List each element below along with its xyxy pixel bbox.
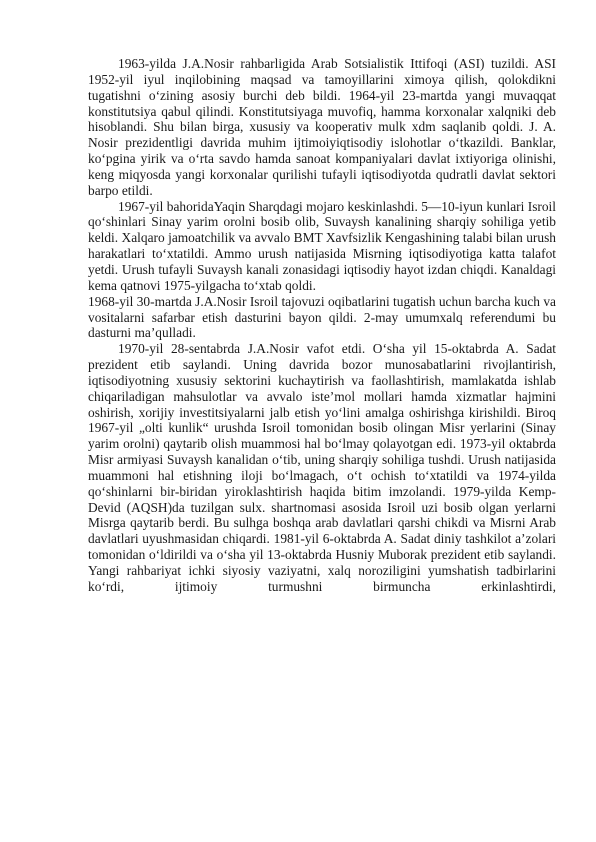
paragraph-1968-program: 1968-yil 30-martda J.A.Nosir Isroil tajovuzi oqibatlarini tugatish uchun barcha kuch va vositalarni safarbar etish dasturini bayon qildi. 2-may umumxalq referendumi bu dasturni ma’qulladi. xyxy=(88,293,556,341)
paragraph-sadat-era: 1970-yil 28-sentabrda J.A.Nosir vafot etdi. O‘sha yil 15-oktabrda A. Sadat prezident etib saylandi. Uning davrida bozor munosabatlarini rivojlantirish, iqtisodiyotning xususiy sektorini kuchaytirish va faollashtirish, mamlakatda ishlab chiqariladigan mahsulotlar va avvalo iste’mol mollari hamda xizmatlar hajmini oshirish, xorijiy investitsiyalarni jalb etish yo‘lini amalga oshirishga kirishildi. Biroq 1967-yil „olti kunlik“ urushda Isroil tomonidan bosib olingan Misr yerlarini (Sinay yarim orolni) qaytarib olish muammosi hal bo‘lmay qolayotgan edi. 1973-yil oktabrda Misr armiyasi Suvaysh kanalidan o‘tib, uning sharqiy sohiliga tushdi. Urush natijasida muammoni hal etishning iloji bo‘lmagach, o‘t ochish to‘xtatildi va 1974-yilda qo‘shinlarni bir-biridan yiroklashtirish haqida bitim imzolandi. 1979-yilda Kemp-Devid (AQSH)da tuzilgan sulx. shartnomasi asosida Isroil uzi bosib olgan yerlarni Misrga qaytarib berdi. Bu sulhga boshqa arab davlatlari qarshi chikdi va Misrni Arab davlatlari uyushmasidan chiqardi. 1981-yil 6-oktabrda A. Sadat diniy tashkilot a’zolari tomonidan o‘ldirildi va o‘sha yil 13-oktabrda Husniy Muborak prezident etib saylandi. Yangi rahbariyat ichki siyosiy vaziyatni, xalq noroziligini yumshatish tadbirlarini ko‘rdi, ijtimoiy turmushni birmuncha erkinlashtirdi, xyxy=(88,341,556,594)
document-page xyxy=(88,56,556,595)
paragraph-1967-war: 1967-yil bahoridaYaqin Sharqdagi mojaro keskinlashdi. 5—10-iyun kunlari Isroil qo‘shinlari Sinay yarim orolni bosib olib, Suvaysh kanalining sharqiy sohiliga yetib keldi. Xalqaro jamoatchilik va avvalo BMT Xavfsizlik Kengashining talabi bilan urush harakatlari to‘xtatildi. Ammo urush natijasida Misrning iqtisodiyotiga katta talafot yetdi. Urush tufayli Suvaysh kanali zonasidagi iqtisodiy hayot izdan chiqdi. Kanaldagi kema qatnovi 1975-yilgacha to‘xtab qoldi. xyxy=(88,198,556,293)
paragraph-asi: 1963-yilda J.A.Nosir rahbarligida Arab Sotsialistik Ittifoqi (ASI) tuzildi. ASI 1952-yil iyul inqilobining maqsad va tamoyillarini ximoya qilish, qolokdikni tugatishni o‘zining asosiy burchi deb bildi. 1964-yil 23-martda yangi muvaqqat konstitutsiya qabul qilindi. Konstitutsiyaga muvofiq, hamma korxonalar xalqniki deb hisoblandi. Shu bilan birga, xususiy va kooperativ mulk xdm saqlanib qoldi. J. A. Nosir prezidentligi davrida muhim ijtimoiyiqtisodiy islohotlar o‘tkazildi. Banklar, ko‘pgina yirik va o‘rta savdo hamda sanoat kompaniyalari davlat ixtiyoriga olinishi, keng miqyosda yangi korxonalar qurilishi tufayli iqtisodiyotda qudratli davlat sektori barpo etildi. xyxy=(88,56,556,198)
